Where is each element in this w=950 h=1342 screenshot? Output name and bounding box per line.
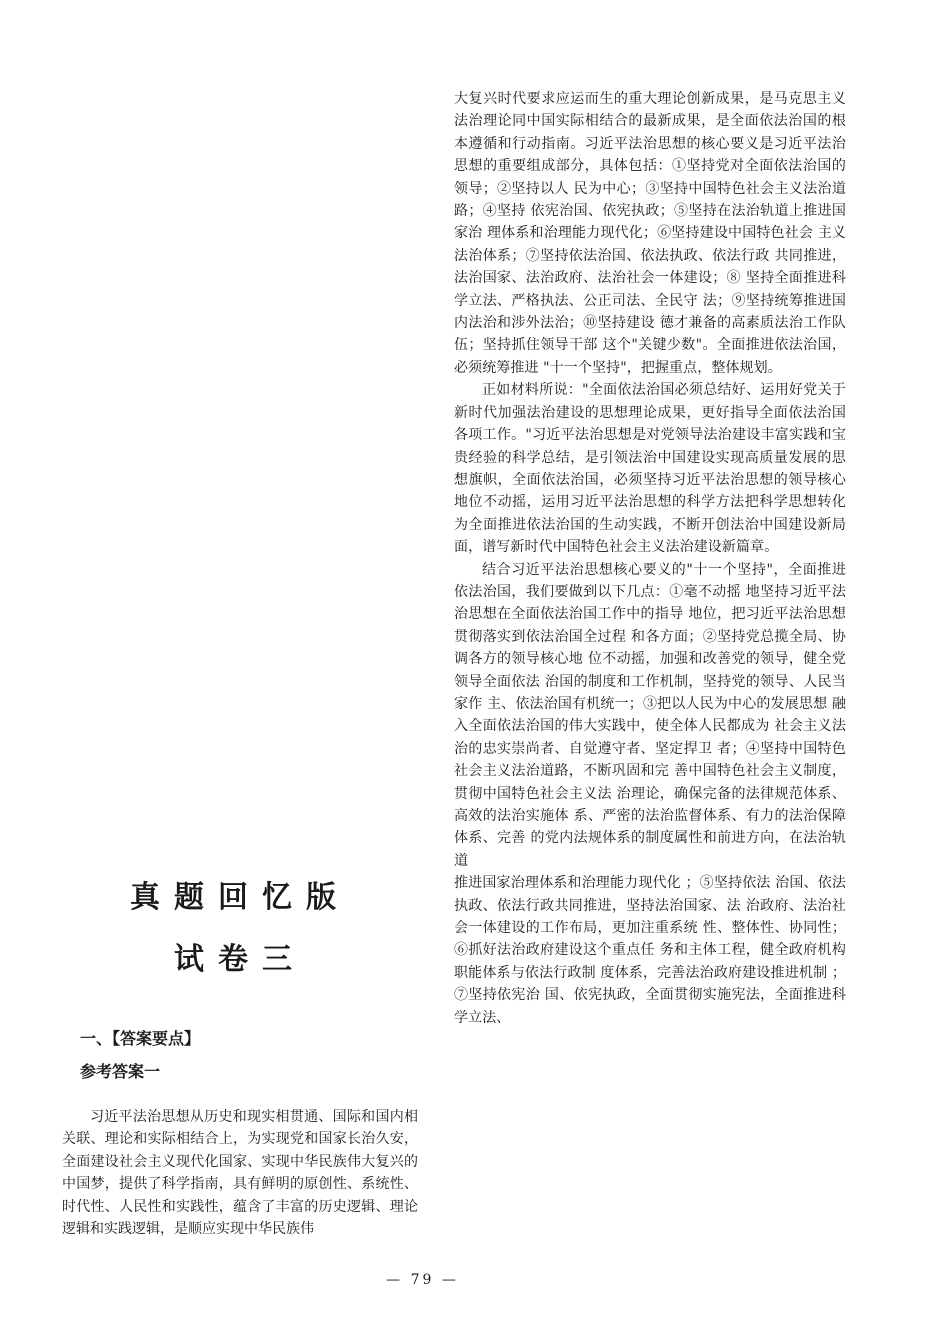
- page-subtitle: 试卷三: [174, 942, 306, 977]
- page-number: — 79 —: [386, 1272, 459, 1288]
- right-paragraph-3: 结合习近平法治思想核心要义的"十一个坚持"，全面推进依法治国，我们要做到以下几点：①毫不动摇 地坚持习近平法治思想在全面依法治国工作中的指导 地位，把习近平法治思想贯彻落实到依法治国全过程 和各方面；②坚持党总揽全局、协调各方的领导核心地 位不动摇，加强和改善党的领导，健全党领导全面依法 治国的制度和工作机制，坚持党的领导、人民当家作 主、依法治国有机统一；③把以人民为中心的发展思想 融入全面依法治国的伟大实践中，使全体人民都成为 社会主义法治的忠实崇尚者、自觉遵守者、坚定捍卫 者；④坚持中国特色社会主义法治道路，不断巩固和完 善中国特色社会主义制度，贯彻中国特色社会主义法 治理论，确保完备的法律规范体系、高效的法治实施体 系、严密的法治监督体系、有力的法治保障体系、完善 的党内法规体系的制度属性和前进方向，在法治轨道: [454, 561, 846, 869]
- right-column: [454, 88, 846, 1029]
- right-paragraph-4: 推进国家治理体系和治理能力现代化 ；⑤坚持依法 治国、依法执政、依法行政共同推进，坚持法治国家、法 治政府、法治社会一体建设的工作布局，更加注重系统 性、整体性、协同性；⑥抓好法治政府建设这个重点任 务和主体工程，健全政府机构职能体系与依法行政制 度体系，完善法治政府建设推进机制 ；⑦坚持依宪治 国、依宪执政，全面贯彻实施宪法，全面推进科学立法、: [454, 875, 846, 1026]
- sub-heading: 参考答案一: [80, 1062, 161, 1081]
- page-title: 真题回忆版: [130, 880, 350, 915]
- section-heading: 一、【答案要点】: [80, 1029, 201, 1048]
- left-paragraph: 习近平法治思想从历史和现实相贯通、国际和国内相关联、理论和实际相结合上，为实现党和国家长治久安，全面建设社会主义现代化国家、实现中华民族伟大复兴的中国梦，提供了科学指南，具有鲜明的原创性、系统性、时代性、人民性和实践性，蕴含了丰富的历史逻辑、理论逻辑和实践逻辑，是顺应实现中华民族伟: [62, 1109, 418, 1238]
- right-paragraph-1: 大复兴时代要求应运而生的重大理论创新成果，是马克思主义法治理论同中国实际相结合的最新成果，是全面依法治国的根本遵循和行动指南。习近平法治思想的核心要义是习近平法治思想的重要组成部分，具体包括：①坚持党对全面依法治国的领导；②坚持以人 民为中心；③坚持中国特色社会主义法治道路；④坚持 依宪治国、依宪执政；⑤坚持在法治轨道上推进国家治 理体系和治理能力现代化；⑥坚持建设中国特色社会 主义法治体系；⑦坚持依法治国、依法执政、依法行政 共同推进，法治国家、法治政府、法治社会一体建设；⑧ 坚持全面推进科学立法、严格执法、公正司法、全民守 法；⑨坚持统筹推进国内法治和涉外法治；⑩坚持建设 德才兼备的高素质法治工作队伍；坚持抓住领导干部 这个"关键少数"。全面推进依法治国，必须统筹推进 "十一个坚持"，把握重点，整体规划。: [454, 91, 846, 376]
- right-paragraph-2: 正如材料所说："全面依法治国必须总结好、运用好党关于新时代加强法治建设的思想理论成果，更好指导全面依法治国各项工作。"习近平法治思想是对党领导法治建设丰富实践和宝贵经验的科学总结，是引领法治中国建设实现高质量发展的思想旗帜，全面依法治国，必须坚持习近平法治思想的领导核心地位不动摇，运用习近平法治思想的科学方法把科学思想转化为全面推进依法治国的生动实践，不断开创法治中国建设新局面，谱写新时代中国特色社会主义法治建设新篇章。: [454, 382, 846, 556]
